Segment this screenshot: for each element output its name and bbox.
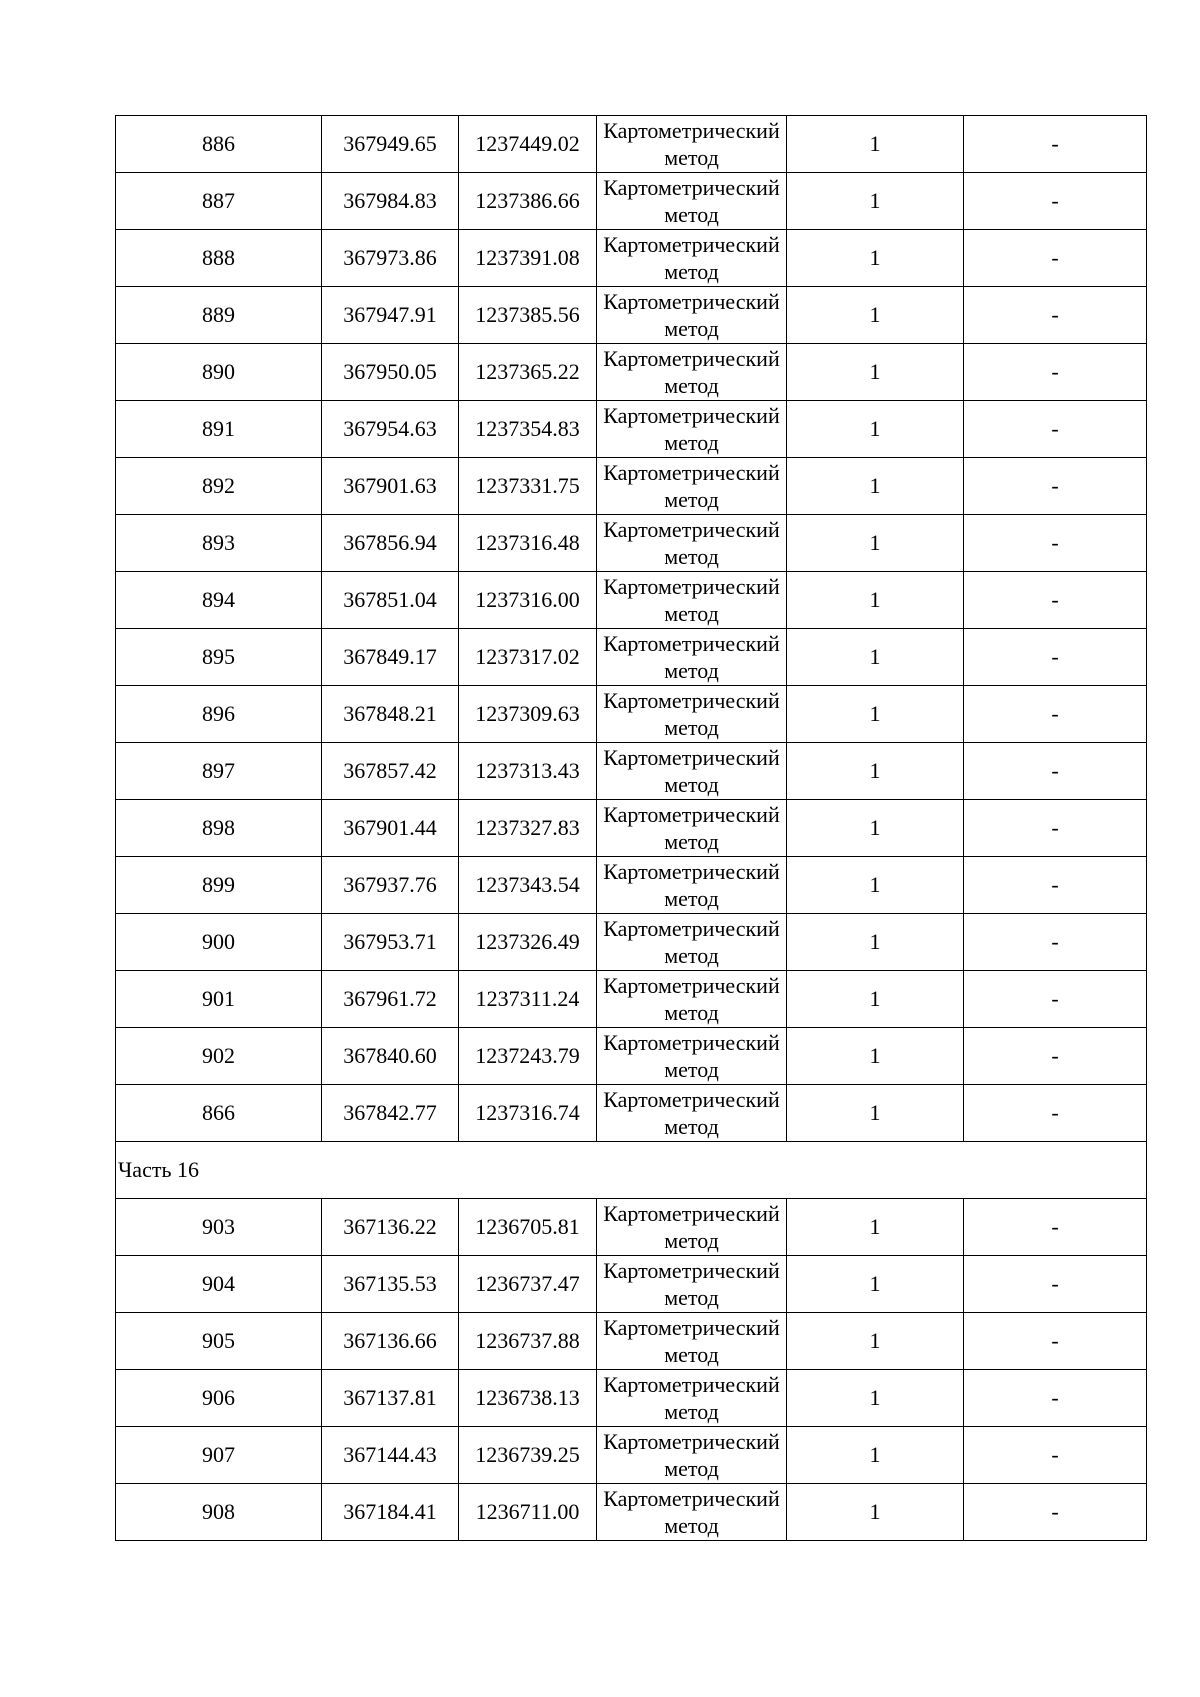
method-cell: Картометрический метод: [597, 1370, 787, 1427]
point-number-cell: 902: [116, 1028, 322, 1085]
note-cell: -: [964, 743, 1147, 800]
coordinates-table-body: [116, 116, 1147, 1541]
accuracy-cell: 1: [787, 401, 964, 458]
coordinate-y-cell: 1236738.13: [459, 1370, 597, 1427]
method-cell: Картометрический метод: [597, 686, 787, 743]
table-row: [116, 914, 1147, 971]
point-number-cell: 900: [116, 914, 322, 971]
point-number-cell: 893: [116, 515, 322, 572]
point-number-cell: 899: [116, 857, 322, 914]
method-cell: Картометрический метод: [597, 743, 787, 800]
note-cell: -: [964, 458, 1147, 515]
note-cell: -: [964, 971, 1147, 1028]
coordinate-y-cell: 1237317.02: [459, 629, 597, 686]
table-row: [116, 1370, 1147, 1427]
accuracy-cell: 1: [787, 230, 964, 287]
note-cell: -: [964, 1085, 1147, 1142]
coordinate-y-cell: 1236739.25: [459, 1427, 597, 1484]
note-cell: -: [964, 173, 1147, 230]
method-cell: Картометрический метод: [597, 1085, 787, 1142]
point-number-cell: 896: [116, 686, 322, 743]
table-row: [116, 1313, 1147, 1370]
coordinate-y-cell: 1236737.47: [459, 1256, 597, 1313]
note-cell: -: [964, 857, 1147, 914]
accuracy-cell: 1: [787, 686, 964, 743]
table-row: [116, 1199, 1147, 1256]
point-number-cell: 907: [116, 1427, 322, 1484]
coordinate-y-cell: 1237243.79: [459, 1028, 597, 1085]
coordinate-y-cell: 1237311.24: [459, 971, 597, 1028]
note-cell: -: [964, 344, 1147, 401]
coordinate-x-cell: 367136.22: [322, 1199, 459, 1256]
coordinate-y-cell: 1236711.00: [459, 1484, 597, 1541]
coordinate-x-cell: 367953.71: [322, 914, 459, 971]
accuracy-cell: 1: [787, 1085, 964, 1142]
coordinate-y-cell: 1236737.88: [459, 1313, 597, 1370]
coordinate-x-cell: 367973.86: [322, 230, 459, 287]
coordinates-table: [115, 115, 1147, 1541]
coordinate-y-cell: 1237313.43: [459, 743, 597, 800]
coordinate-y-cell: 1237386.66: [459, 173, 597, 230]
coordinate-x-cell: 367950.05: [322, 344, 459, 401]
note-cell: -: [964, 287, 1147, 344]
method-cell: Картометрический метод: [597, 914, 787, 971]
table-row: [116, 287, 1147, 344]
coordinate-y-cell: 1237385.56: [459, 287, 597, 344]
coordinate-x-cell: 367901.63: [322, 458, 459, 515]
point-number-cell: 891: [116, 401, 322, 458]
table-row: [116, 1256, 1147, 1313]
method-cell: Картометрический метод: [597, 287, 787, 344]
note-cell: -: [964, 1256, 1147, 1313]
note-cell: -: [964, 1370, 1147, 1427]
coordinate-y-cell: 1237391.08: [459, 230, 597, 287]
table-row: [116, 1085, 1147, 1142]
note-cell: -: [964, 401, 1147, 458]
coordinate-x-cell: 367849.17: [322, 629, 459, 686]
coordinate-x-cell: 367984.83: [322, 173, 459, 230]
coordinate-x-cell: 367954.63: [322, 401, 459, 458]
coordinate-y-cell: 1237343.54: [459, 857, 597, 914]
table-row: [116, 116, 1147, 173]
point-number-cell: 901: [116, 971, 322, 1028]
point-number-cell: 890: [116, 344, 322, 401]
coordinate-y-cell: 1237309.63: [459, 686, 597, 743]
point-number-cell: 894: [116, 572, 322, 629]
method-cell: Картометрический метод: [597, 1256, 787, 1313]
method-cell: Картометрический метод: [597, 344, 787, 401]
method-cell: Картометрический метод: [597, 1028, 787, 1085]
table-row: [116, 401, 1147, 458]
coordinate-y-cell: 1237326.49: [459, 914, 597, 971]
accuracy-cell: 1: [787, 857, 964, 914]
note-cell: -: [964, 686, 1147, 743]
point-number-cell: 904: [116, 1256, 322, 1313]
point-number-cell: 906: [116, 1370, 322, 1427]
accuracy-cell: 1: [787, 800, 964, 857]
coordinate-y-cell: 1236705.81: [459, 1199, 597, 1256]
accuracy-cell: 1: [787, 971, 964, 1028]
coordinate-x-cell: 367840.60: [322, 1028, 459, 1085]
accuracy-cell: 1: [787, 743, 964, 800]
method-cell: Картометрический метод: [597, 629, 787, 686]
point-number-cell: 908: [116, 1484, 322, 1541]
table-row: [116, 173, 1147, 230]
note-cell: -: [964, 800, 1147, 857]
accuracy-cell: 1: [787, 1484, 964, 1541]
coordinate-y-cell: 1237365.22: [459, 344, 597, 401]
accuracy-cell: 1: [787, 116, 964, 173]
coordinate-x-cell: 367144.43: [322, 1427, 459, 1484]
method-cell: Картометрический метод: [597, 173, 787, 230]
accuracy-cell: 1: [787, 1427, 964, 1484]
note-cell: -: [964, 1199, 1147, 1256]
point-number-cell: 888: [116, 230, 322, 287]
note-cell: -: [964, 629, 1147, 686]
table-row: [116, 515, 1147, 572]
accuracy-cell: 1: [787, 572, 964, 629]
table-row: [116, 743, 1147, 800]
table-row: [116, 800, 1147, 857]
table-row: [116, 230, 1147, 287]
note-cell: -: [964, 1028, 1147, 1085]
accuracy-cell: 1: [787, 1256, 964, 1313]
coordinate-y-cell: 1237449.02: [459, 116, 597, 173]
table-row: [116, 857, 1147, 914]
note-cell: -: [964, 1427, 1147, 1484]
accuracy-cell: 1: [787, 1199, 964, 1256]
point-number-cell: 887: [116, 173, 322, 230]
note-cell: -: [964, 116, 1147, 173]
point-number-cell: 889: [116, 287, 322, 344]
coordinate-x-cell: 367137.81: [322, 1370, 459, 1427]
coordinate-y-cell: 1237331.75: [459, 458, 597, 515]
method-cell: Картометрический метод: [597, 230, 787, 287]
method-cell: Картометрический метод: [597, 572, 787, 629]
coordinate-x-cell: 367949.65: [322, 116, 459, 173]
coordinate-x-cell: 367857.42: [322, 743, 459, 800]
method-cell: Картометрический метод: [597, 1484, 787, 1541]
point-number-cell: 903: [116, 1199, 322, 1256]
method-cell: Картометрический метод: [597, 800, 787, 857]
table-row: [116, 344, 1147, 401]
accuracy-cell: 1: [787, 1313, 964, 1370]
point-number-cell: 892: [116, 458, 322, 515]
table-row: [116, 971, 1147, 1028]
note-cell: -: [964, 515, 1147, 572]
accuracy-cell: 1: [787, 173, 964, 230]
note-cell: -: [964, 230, 1147, 287]
method-cell: Картометрический метод: [597, 971, 787, 1028]
accuracy-cell: 1: [787, 629, 964, 686]
coordinate-x-cell: 367961.72: [322, 971, 459, 1028]
coordinate-y-cell: 1237354.83: [459, 401, 597, 458]
method-cell: Картометрический метод: [597, 116, 787, 173]
coordinate-y-cell: 1237316.00: [459, 572, 597, 629]
method-cell: Картометрический метод: [597, 1199, 787, 1256]
table-row: [116, 458, 1147, 515]
coordinate-x-cell: 367901.44: [322, 800, 459, 857]
method-cell: Картометрический метод: [597, 857, 787, 914]
accuracy-cell: 1: [787, 287, 964, 344]
note-cell: -: [964, 914, 1147, 971]
coordinate-x-cell: 367135.53: [322, 1256, 459, 1313]
method-cell: Картометрический метод: [597, 401, 787, 458]
accuracy-cell: 1: [787, 458, 964, 515]
note-cell: -: [964, 572, 1147, 629]
accuracy-cell: 1: [787, 515, 964, 572]
coordinate-y-cell: 1237327.83: [459, 800, 597, 857]
coordinate-x-cell: 367856.94: [322, 515, 459, 572]
accuracy-cell: 1: [787, 1028, 964, 1085]
coordinate-y-cell: 1237316.74: [459, 1085, 597, 1142]
coordinate-x-cell: 367136.66: [322, 1313, 459, 1370]
table-row: [116, 686, 1147, 743]
coordinate-y-cell: 1237316.48: [459, 515, 597, 572]
accuracy-cell: 1: [787, 914, 964, 971]
point-number-cell: 866: [116, 1085, 322, 1142]
accuracy-cell: 1: [787, 1370, 964, 1427]
section-header-row: [116, 1142, 1147, 1199]
method-cell: Картометрический метод: [597, 1313, 787, 1370]
point-number-cell: 898: [116, 800, 322, 857]
method-cell: Картометрический метод: [597, 1427, 787, 1484]
method-cell: Картометрический метод: [597, 458, 787, 515]
point-number-cell: 895: [116, 629, 322, 686]
coordinate-x-cell: 367937.76: [322, 857, 459, 914]
coordinate-x-cell: 367842.77: [322, 1085, 459, 1142]
table-row: [116, 1028, 1147, 1085]
coordinate-x-cell: 367851.04: [322, 572, 459, 629]
table-row: [116, 629, 1147, 686]
table-row: [116, 1484, 1147, 1541]
table-row: [116, 1427, 1147, 1484]
note-cell: -: [964, 1484, 1147, 1541]
table-row: [116, 572, 1147, 629]
coordinate-x-cell: 367947.91: [322, 287, 459, 344]
coordinate-x-cell: 367184.41: [322, 1484, 459, 1541]
section-label: Часть 16: [116, 1142, 1147, 1199]
coordinate-x-cell: 367848.21: [322, 686, 459, 743]
note-cell: -: [964, 1313, 1147, 1370]
point-number-cell: 897: [116, 743, 322, 800]
method-cell: Картометрический метод: [597, 515, 787, 572]
point-number-cell: 886: [116, 116, 322, 173]
accuracy-cell: 1: [787, 344, 964, 401]
point-number-cell: 905: [116, 1313, 322, 1370]
